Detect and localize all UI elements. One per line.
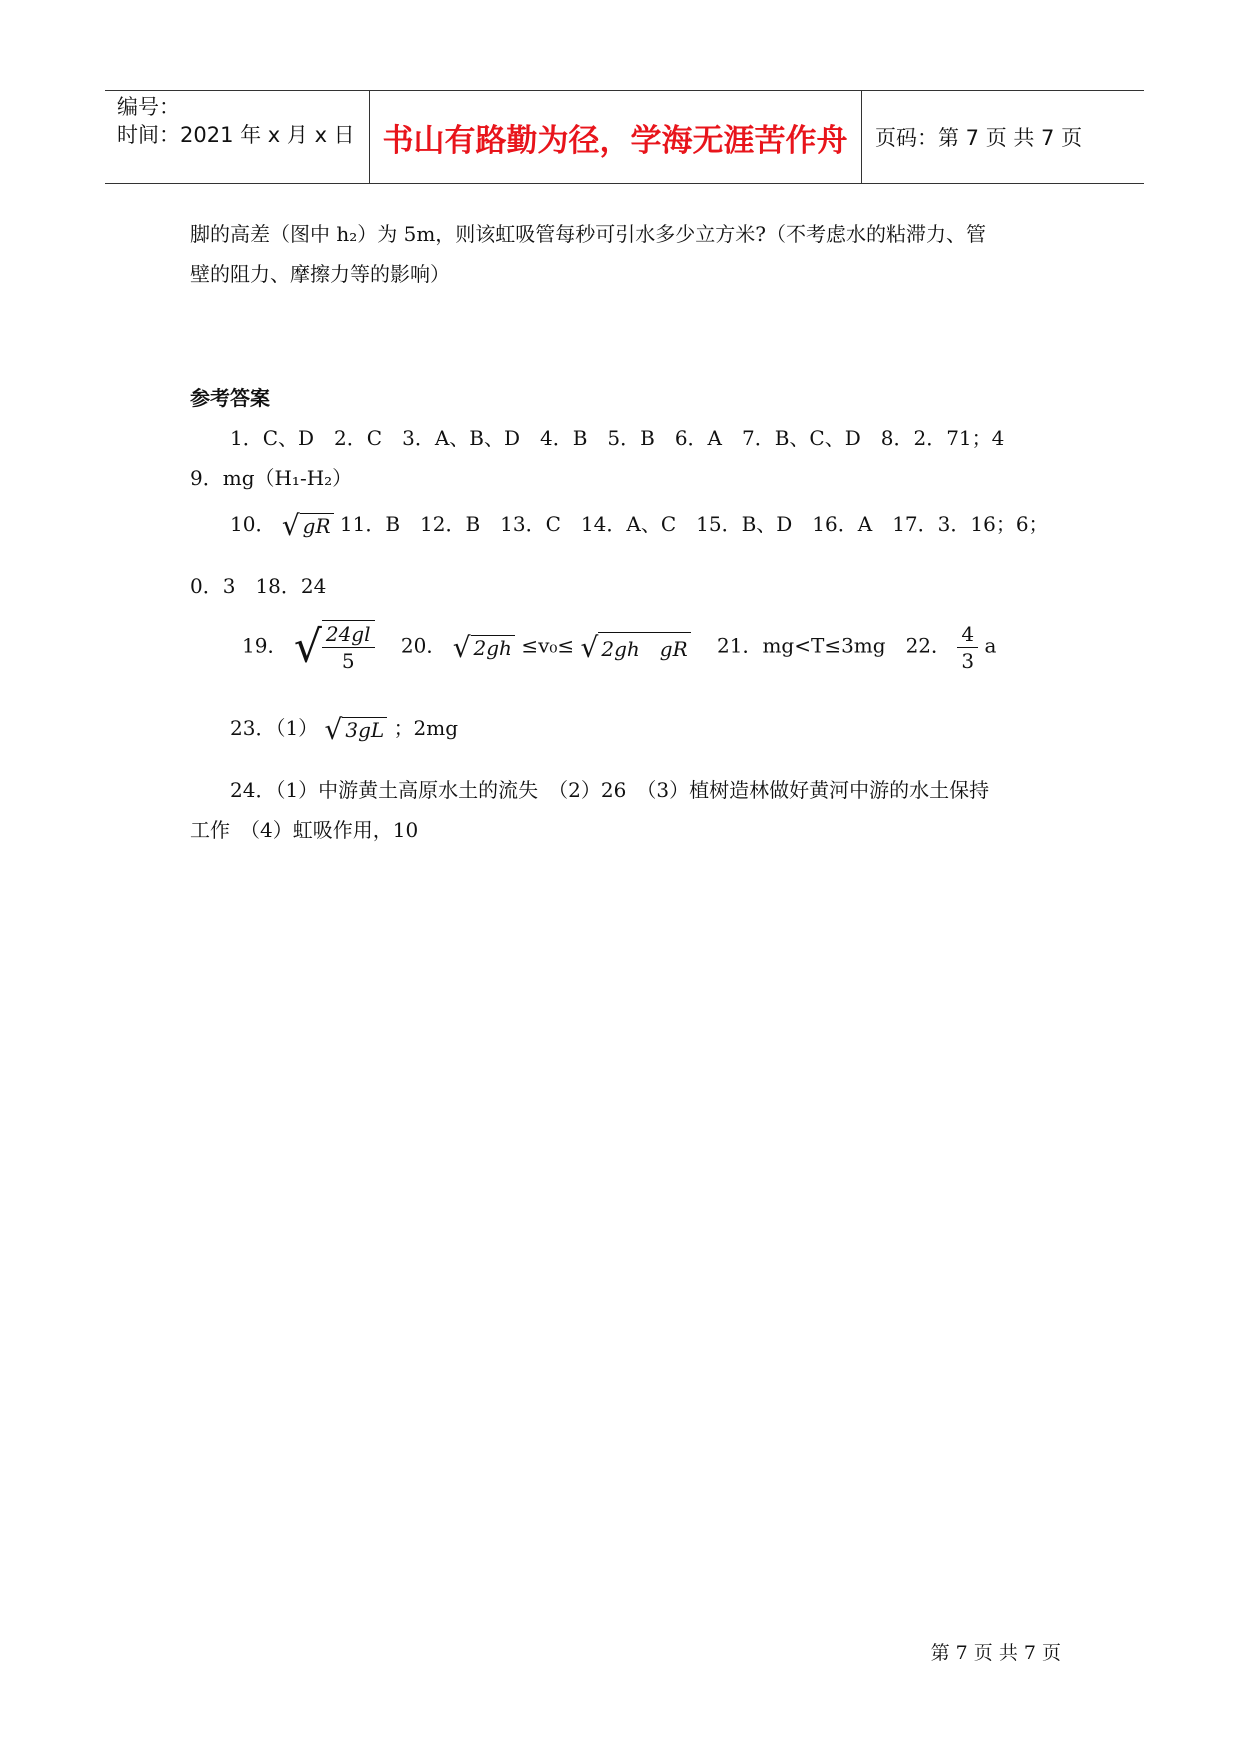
header-page-label: 页码：第 7 页 共 7 页 (875, 126, 1083, 150)
question-text-line-1: 脚的高差（图中 h₂）为 5m，则该虹吸管每秒可引水多少立方米?（不考虑水的粘滞力、管 (190, 222, 987, 246)
answer-10-number: 10． (230, 512, 276, 536)
answer-20-number: 20． (380, 633, 447, 658)
radical-icon: √ (452, 630, 471, 664)
page-header (105, 90, 1144, 184)
answer-21-22-text: 21．mg<T≤3mg 22． (697, 633, 952, 658)
header-motto: 书山有路勤为径，学海无涯苦作舟 (369, 91, 862, 183)
answer-22-unit: a (984, 633, 997, 658)
answer-line-5 (242, 620, 996, 674)
question-text-line-2: 壁的阻力、摩擦力等的影响） (190, 262, 450, 286)
sqrt-formula (282, 509, 334, 542)
fraction-numerator: 4 (957, 621, 978, 648)
radical-icon: √ (293, 621, 322, 673)
fraction-numerator: 24gl (322, 621, 375, 648)
fraction (322, 620, 375, 674)
answer-line-3 (230, 508, 1049, 542)
number-label: 编号： (117, 95, 180, 119)
sqrt-formula (581, 631, 691, 664)
sqrt-formula (453, 631, 515, 664)
radical-icon: √ (281, 509, 300, 542)
answer-line-4: 0．3 18．24 (190, 574, 327, 598)
time-label: 时间：2021 年 x 月 x 日 (117, 123, 355, 147)
answer-line-8: 工作 （4）虹吸作用，10 (190, 818, 419, 842)
radical-icon: √ (324, 713, 343, 746)
header-info-cell (105, 91, 370, 183)
answers-title: 参考答案 (190, 386, 270, 410)
sqrt-argument: 3gL (342, 717, 387, 742)
answer-19-number: 19． (242, 633, 288, 658)
answer-23-number: 23．（1） (230, 716, 319, 740)
sqrt-fraction-formula (294, 620, 375, 674)
fraction (957, 621, 978, 674)
radical-icon: √ (580, 630, 599, 664)
sqrt-formula (325, 713, 388, 746)
answer-line-1: 1．C、D 2．C 3．A、B、D 4．B 5．B 6．A 7．B、C、D 8．2．71；4 (230, 426, 1005, 450)
sqrt-argument: 2gh gR (598, 632, 690, 662)
answer-line-7: 24．（1）中游黄土高原水土的流失 （2）26 （3）植树造林做好黄河中游的水土保持 (230, 778, 990, 802)
answer-line-6-rest: ；2mg (393, 716, 459, 740)
fraction-denominator: 5 (341, 649, 355, 673)
answer-line-3-rest: 11．B 12．B 13．C 14．A、C 15．B、D 16．A 17．3．16；6； (339, 512, 1049, 536)
fraction-denominator: 3 (961, 648, 975, 673)
sqrt-argument: gR (300, 513, 334, 538)
answer-line-6 (230, 712, 458, 746)
sqrt-argument: 2gh (471, 635, 515, 660)
answer-line-2: 9．mg（H₁-H₂） (190, 466, 353, 490)
v0-inequality: ≤v₀≤ (521, 633, 581, 658)
page-footer: 第 7 页 共 7 页 (930, 1642, 1061, 1664)
